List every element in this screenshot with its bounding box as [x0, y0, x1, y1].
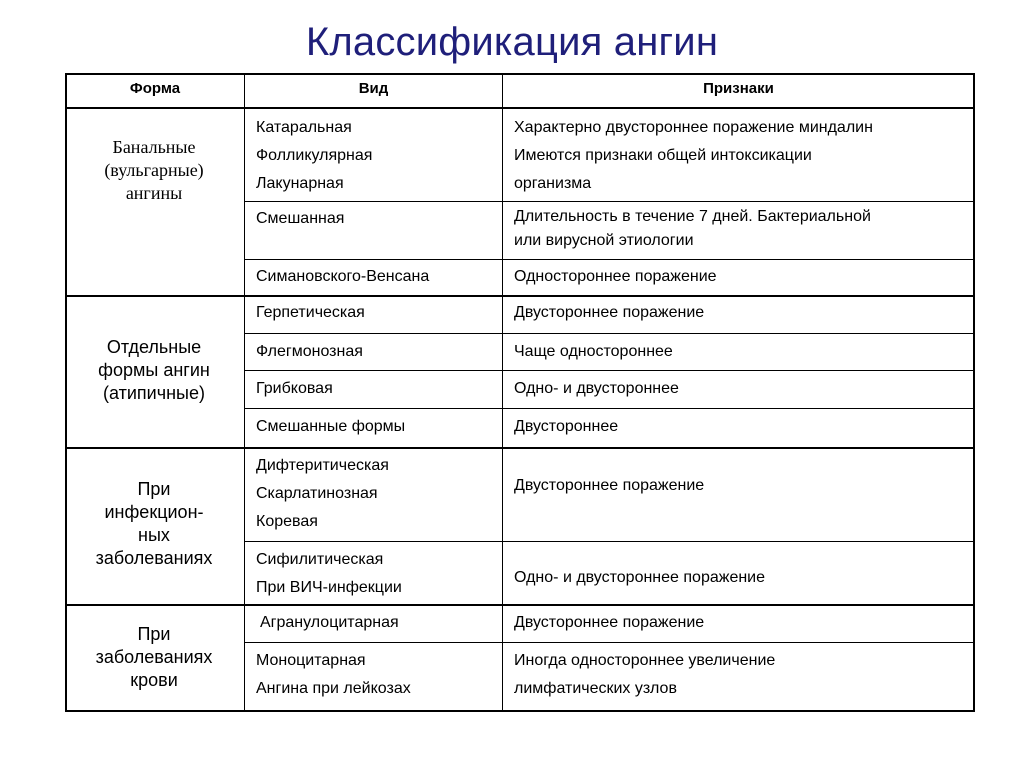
group-label-infectious [66, 478, 242, 570]
type-cell [256, 647, 411, 703]
cell-text-line: Дифтеритическая [256, 457, 389, 474]
signs-cell [514, 564, 765, 592]
cell-text-line: При [137, 479, 171, 499]
cell-text-line: Характерно двустороннее поражение миндалин [514, 119, 873, 136]
cell-text-line: Смешанная [256, 210, 345, 227]
signs-cell [514, 609, 704, 637]
cell-text-line: Лакунарная [256, 175, 344, 192]
cell-text-line: При ВИЧ-инфекции [256, 579, 402, 596]
cell-text-line: Грибковая [256, 380, 333, 397]
signs-cell [514, 263, 717, 291]
cell-text-line: (вульгарные) [104, 160, 204, 180]
type-cell [256, 263, 429, 291]
cell-text-line: Банальные [112, 137, 196, 157]
row-divider [244, 642, 974, 643]
cell-text-line: Двустороннее поражение [514, 304, 705, 321]
cell-text-line: крови [130, 670, 178, 690]
cell-text-line: Сифилитическая [256, 551, 384, 568]
cell-text-line: Флегмонозная [256, 343, 363, 360]
signs-cell [514, 299, 704, 327]
group-divider [66, 447, 974, 449]
cell-text-line: Двустороннее поражение [514, 477, 705, 494]
cell-text-line: Ангина при лейкозах [256, 680, 411, 697]
cell-text-line: Одностороннее поражение [514, 268, 717, 285]
cell-text-line: Скарлатинозная [256, 485, 378, 502]
cell-text-line: Агранулоцитарная [260, 614, 399, 631]
row-divider [244, 259, 974, 260]
cell-text-line: инфекцион- [104, 502, 204, 522]
group-divider [66, 295, 974, 297]
type-cell [256, 452, 389, 536]
signs-cell [514, 472, 704, 500]
cell-text-line: Катаральная [256, 119, 352, 136]
row-divider [244, 370, 974, 371]
cell-text-line: Имеются признаки общей интоксикации [514, 147, 812, 164]
cell-text-line: Смешанные формы [256, 418, 406, 435]
signs-cell [514, 647, 775, 703]
cell-text-line: заболеваниях [95, 548, 213, 568]
group-label-blood [66, 623, 242, 692]
cell-text-line: Двустороннее [514, 418, 619, 435]
signs-cell [514, 413, 618, 441]
cell-text-line: Отдельные [106, 337, 202, 357]
type-cell [256, 299, 365, 327]
type-cell [256, 546, 402, 602]
signs-cell [514, 375, 679, 403]
cell-text-line: Симановского-Венсана [256, 268, 430, 285]
signs-cell [514, 114, 873, 198]
group-label-atypical [66, 336, 242, 405]
cell-text-line: ангины [125, 183, 183, 203]
column-divider [502, 74, 503, 711]
header-type: Вид [358, 80, 389, 97]
cell-text-line: Длительность в течение 7 дней. Бактериальной [514, 208, 871, 225]
cell-text-line: При [137, 624, 171, 644]
cell-text-line: (атипичные) [103, 383, 205, 403]
page-title: Классификация ангин [305, 20, 719, 64]
header-form: Форма [129, 80, 181, 97]
type-cell [256, 375, 333, 403]
group-divider [66, 604, 974, 606]
cell-text-line: заболеваниях [95, 647, 213, 667]
cell-text-line: Одно- и двустороннее [514, 380, 679, 397]
cell-text-line: Двустороннее поражение [514, 614, 705, 631]
type-cell [256, 338, 363, 366]
cell-text-line: Иногда одностороннее увеличение [514, 652, 776, 669]
cell-text-line: или вирусной этиологии [514, 232, 694, 249]
signs-cell [514, 338, 673, 366]
row-divider [244, 541, 974, 542]
cell-text-line: лимфатических узлов [514, 680, 677, 697]
type-cell [260, 609, 399, 637]
signs-cell [514, 205, 871, 253]
type-cell [256, 114, 372, 198]
cell-text-line: Коревая [256, 513, 318, 530]
row-divider [244, 201, 974, 202]
header-divider [66, 107, 974, 109]
type-cell [256, 413, 405, 441]
column-divider [244, 74, 245, 711]
header-signs: Признаки [703, 80, 774, 97]
cell-text-line: Одно- и двустороннее поражение [514, 569, 766, 586]
row-divider [244, 408, 974, 409]
type-cell [256, 205, 344, 233]
cell-text-line: организма [514, 175, 592, 192]
cell-text-line: Чаще одностороннее [514, 343, 673, 360]
cell-text-line: Фолликулярная [256, 147, 373, 164]
cell-text-line: Моноцитарная [256, 652, 366, 669]
cell-text-line: Герпетическая [256, 304, 365, 321]
cell-text-line: ных [138, 525, 170, 545]
row-divider [244, 333, 974, 334]
cell-text-line: формы ангин [98, 360, 210, 380]
group-label-banal [66, 136, 242, 205]
